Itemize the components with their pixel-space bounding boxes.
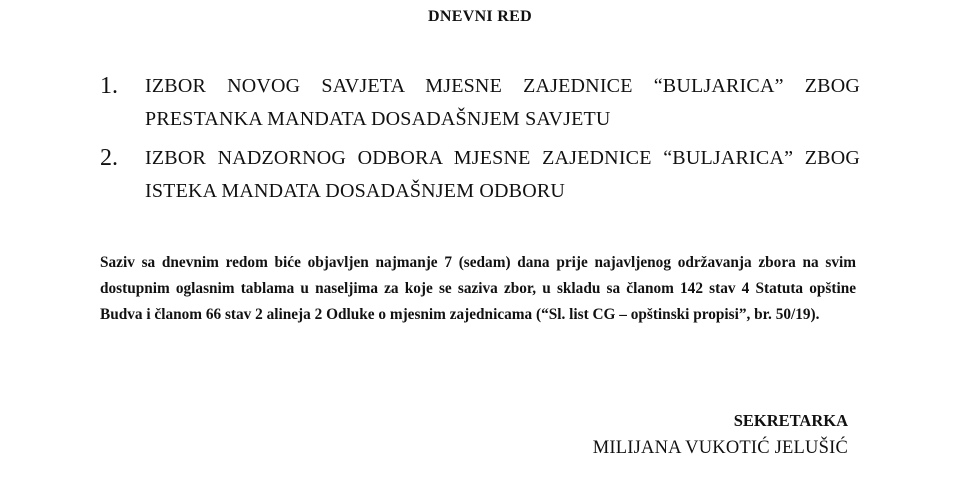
- document-title: DNEVNI RED: [428, 8, 532, 25]
- agenda-list: [100, 70, 860, 208]
- signature-role: SEKRETARKA: [733, 411, 848, 430]
- agenda-item-number: 2.: [100, 145, 118, 171]
- agenda-item-number: 1.: [100, 73, 118, 99]
- agenda-item-text: IZBOR NADZORNOG ODBORA MJESNE ZAJEDNICE “BULJARICA” ZBOG ISTEKA MANDATA DOSADAŠNJEM ODBORU: [145, 147, 860, 202]
- agenda-item-1: [100, 70, 860, 136]
- agenda-item-text: IZBOR NOVOG SAVJETA MJESNE ZAJEDNICE “BULJARICA” ZBOG PRESTANKA MANDATA DOSADAŠNJEM SAVJETU: [145, 75, 860, 130]
- body-paragraph: Saziv sa dnevnim redom biće objavljen najmanje 7 (sedam) dana prije najavljenog održavanja zbora na svim dostupnim oglasnim tablama u naseljima za koje se saziva zbor, u skladu sa članom 142 stav 4 Statuta opštine Budva i članom 66 stav 2 alineja 2 Odluke o mjesnim zajednicama (“Sl. list CG – opštinski propisi”, br. 50/19).: [100, 254, 856, 323]
- agenda-item-2: [100, 142, 860, 208]
- signature-name: MILIJANA VUKOTIĆ JELUŠIĆ: [592, 438, 848, 458]
- signature-block: [593, 408, 848, 462]
